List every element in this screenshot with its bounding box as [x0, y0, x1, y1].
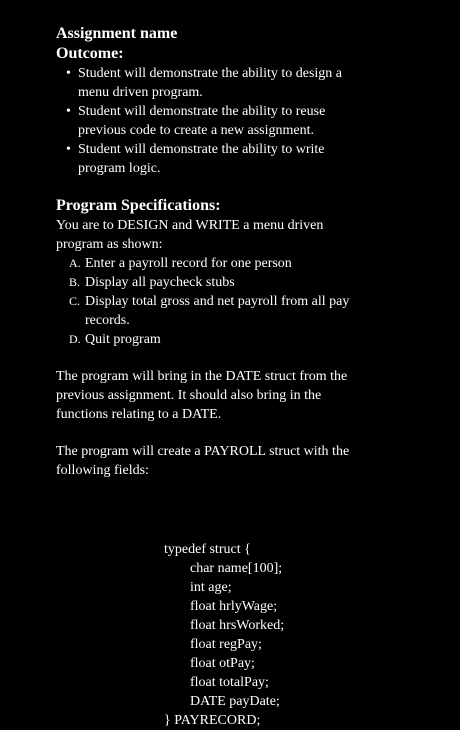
- outcome-item: [56, 102, 396, 140]
- payroll-paragraph-line: The program will create a PAYROLL struct with the: [56, 444, 350, 459]
- spacer: [56, 178, 396, 196]
- menu-letter: D.: [69, 332, 81, 346]
- code-field-line: float otPay;: [190, 656, 255, 671]
- spacer: [56, 424, 396, 442]
- date-paragraph-line: The program will bring in the DATE struct from the: [56, 369, 348, 384]
- code-field-line: int age;: [190, 580, 232, 595]
- code-close-line: } PAYRECORD;: [164, 713, 261, 728]
- outcome-heading: Outcome:: [56, 45, 124, 62]
- menu-item: [69, 330, 396, 349]
- specs-intro-line: program as shown:: [56, 237, 163, 252]
- outcome-text: Student will demonstrate the ability to design a: [78, 66, 343, 81]
- menu-text: Display total gross and net payroll from all pay: [85, 294, 350, 309]
- code-field-line: char name[100];: [190, 561, 283, 576]
- code-field-line: float regPay;: [190, 637, 262, 652]
- bullet-icon: •: [66, 104, 71, 119]
- specs-heading: Program Specifications:: [56, 197, 221, 214]
- menu-item: [69, 273, 396, 292]
- outcome-text: Student will demonstrate the ability to write: [78, 142, 325, 157]
- menu-text: Enter a payroll record for one person: [85, 256, 292, 271]
- menu-letter: C.: [69, 294, 81, 308]
- menu-item: [69, 254, 396, 273]
- date-paragraph-line: previous assignment. It should also bring in the: [56, 388, 322, 403]
- outcome-text-cont: previous code to create a new assignment.: [78, 123, 314, 138]
- outcome-item: [56, 64, 396, 102]
- payrecord-struct-code: [164, 540, 396, 730]
- menu-text: Quit program: [85, 332, 161, 347]
- menu-list: [56, 254, 396, 349]
- specs-intro-line: You are to DESIGN and WRITE a menu driven: [56, 218, 324, 233]
- menu-text: Display all paycheck stubs: [85, 275, 235, 290]
- code-open-line: typedef struct {: [164, 542, 251, 557]
- menu-letter: A.: [69, 256, 81, 270]
- menu-letter: B.: [69, 275, 81, 289]
- outcome-text-cont: menu driven program.: [78, 85, 203, 100]
- code-field-line: float hrlyWage;: [190, 599, 278, 614]
- bullet-icon: •: [66, 142, 71, 157]
- menu-item: [69, 292, 396, 330]
- assignment-title: Assignment name: [56, 25, 178, 42]
- outcome-text-cont: program logic.: [78, 161, 161, 176]
- code-field-line: DATE payDate;: [190, 694, 280, 709]
- outcome-text: Student will demonstrate the ability to reuse: [78, 104, 326, 119]
- payroll-paragraph-line: following fields:: [56, 463, 149, 478]
- menu-text-cont: records.: [85, 313, 130, 328]
- document-content: [56, 24, 396, 730]
- bullet-icon: •: [66, 66, 71, 81]
- code-field-line: float totalPay;: [190, 675, 269, 690]
- spacer: [56, 480, 396, 540]
- spacer: [56, 349, 396, 367]
- outcome-list: [56, 64, 396, 178]
- outcome-item: [56, 140, 396, 178]
- date-paragraph-line: functions relating to a DATE.: [56, 407, 222, 422]
- code-field-line: float hrsWorked;: [190, 618, 285, 633]
